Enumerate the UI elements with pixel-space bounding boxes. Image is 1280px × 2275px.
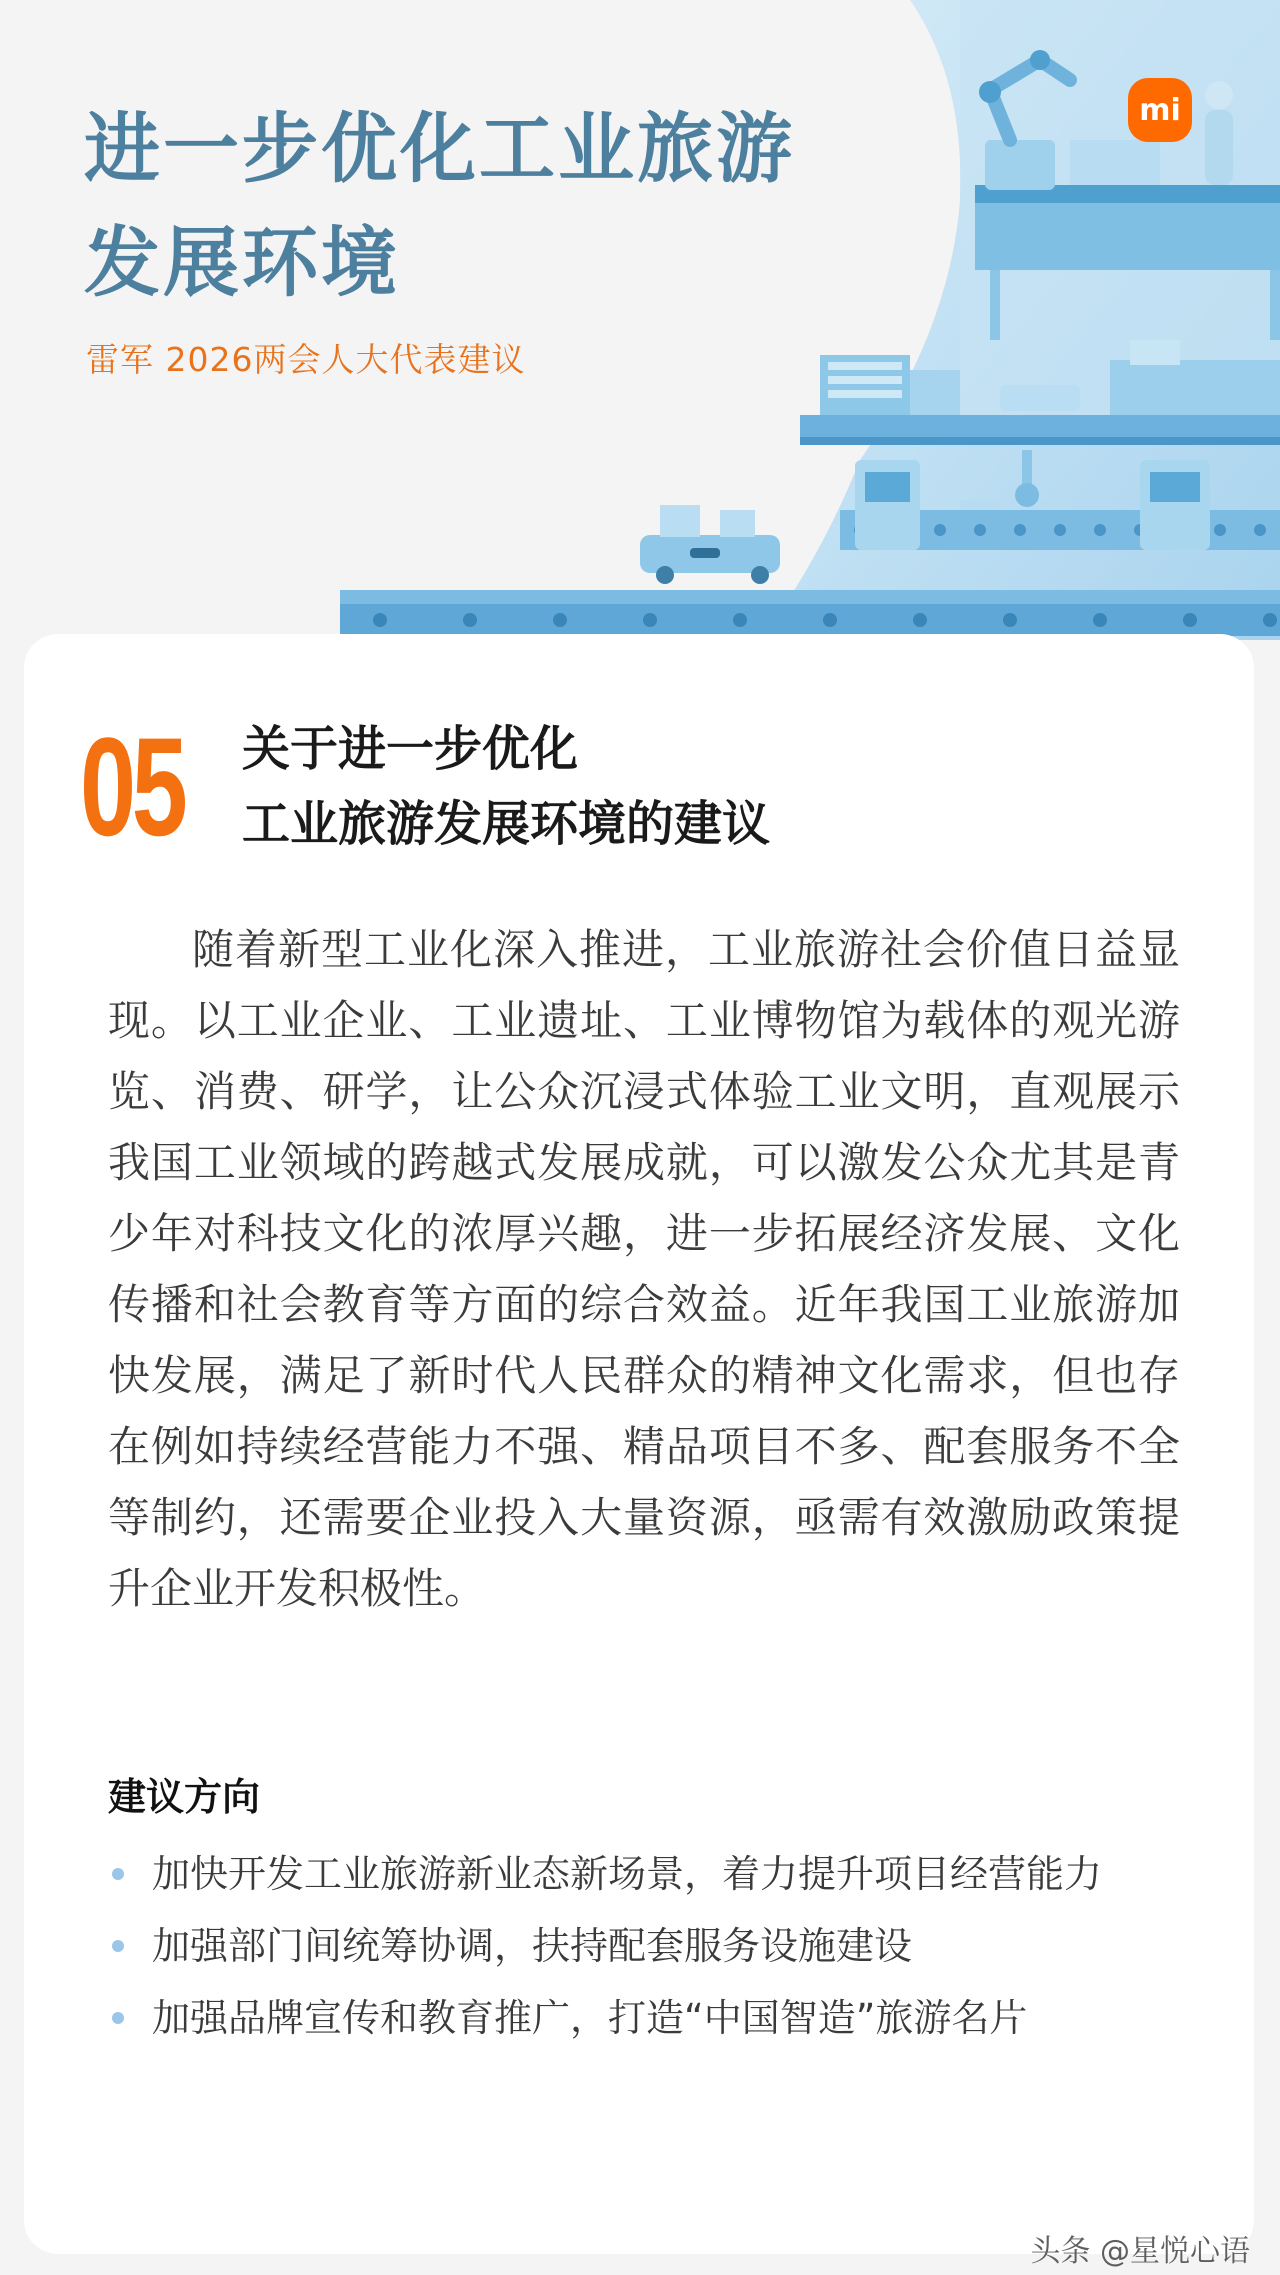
- bullet-dot-icon: [112, 1940, 124, 1952]
- section-number: 05: [80, 708, 184, 865]
- list-item: [108, 1838, 1228, 1910]
- page-subtitle: 雷军 2026两会人大代表建议: [86, 340, 526, 379]
- section-title-line-2: 工业旅游发展环境的建议: [242, 796, 771, 852]
- body-paragraph: 随着新型工业化深入推进，工业旅游社会价值日益显现。以工业企业、工业遗址、工业博物馆为载体的观光游览、消费、研学，让公众沉浸式体验工业文明，直观展示我国工业领域的跨越式发展成就，可以激发公众尤其是青少年对科技文化的浓厚兴趣，进一步拓展经济发展、文化传播和社会教育等方面的综合效益。近年我国工业旅游加快发展，满足了新时代人民群众的精神文化需求，但也存在例如持续经营能力不强、精品项目不多、配套服务不全等制约，还需要企业投入大量资源，亟需有效激励政策提升企业开发积极性。: [108, 925, 1180, 1613]
- suggestion-text: 加强部门间统筹协调，扶持配套服务设施建设: [152, 1924, 913, 1968]
- suggestion-text: 加快开发工业旅游新业态新场景，着力提升项目经营能力: [152, 1852, 1103, 1896]
- section-title-line-1: 关于进一步优化: [242, 721, 579, 777]
- page-title-line-2: 发展环境: [84, 218, 400, 307]
- suggestions-list: [108, 1838, 1228, 2054]
- suggestion-text: 加强品牌宣传和教育推广，打造“中国智造”旅游名片: [152, 1996, 1028, 2040]
- xiaomi-logo-icon: mi: [1128, 78, 1192, 142]
- bullet-dot-icon: [112, 1868, 124, 1880]
- bullet-dot-icon: [112, 2012, 124, 2024]
- header: [0, 0, 1280, 640]
- list-item: [108, 1910, 1228, 1982]
- watermark: 头条 @星悦心语: [1030, 2234, 1250, 2269]
- suggestions-heading: 建议方向: [108, 1775, 261, 1819]
- section-title: [242, 712, 770, 862]
- page-title: [84, 92, 795, 320]
- list-item: [108, 1982, 1228, 2054]
- page-title-line-1: 进一步优化工业旅游: [84, 104, 795, 193]
